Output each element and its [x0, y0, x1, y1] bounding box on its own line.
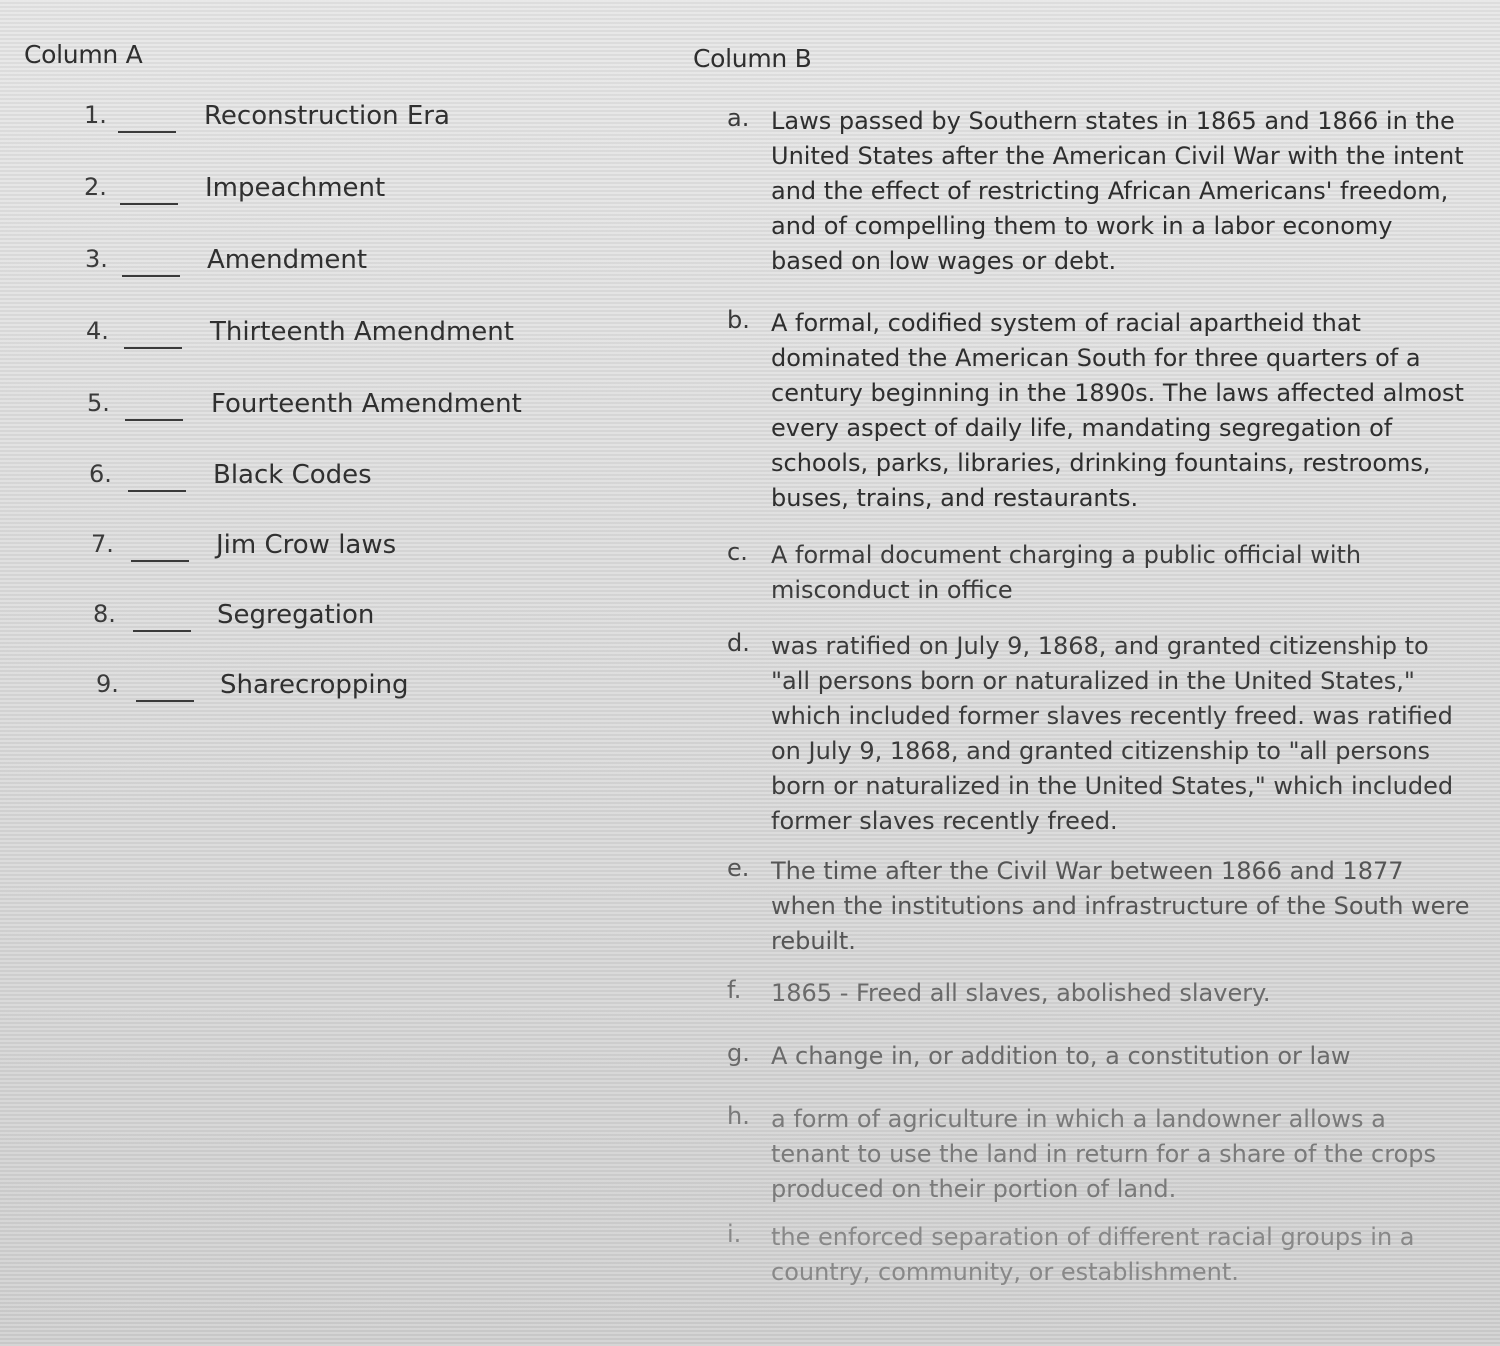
item-number: 4. [86, 317, 109, 345]
item-term: Reconstruction Era [204, 101, 450, 131]
item-definition: A formal document charging a public official with misconduct in office [771, 541, 1362, 604]
item-term: Thirteenth Amendment [210, 317, 514, 347]
column-a-item [84, 101, 564, 161]
item-number: 7. [91, 530, 114, 558]
item-number: 1. [84, 101, 107, 129]
item-term: Fourteenth Amendment [211, 389, 522, 419]
item-term: Black Codes [213, 460, 372, 490]
column-a-heading: Column A [24, 40, 143, 69]
item-definition: the enforced separation of different racial groups in a country, community, or establishment. [771, 1223, 1415, 1286]
item-letter: d. [727, 629, 750, 657]
column-b-heading: Column B [693, 44, 812, 73]
answer-blank[interactable] [136, 700, 194, 702]
column-a-item [84, 173, 564, 233]
column-a-item [87, 389, 567, 449]
item-definition: a form of agriculture in which a landowner allows a tenant to use the land in return for a share of the crops produced on their portion of land. [771, 1105, 1437, 1203]
item-letter: h. [727, 1102, 750, 1130]
item-letter: i. [727, 1220, 742, 1248]
item-number: 6. [89, 460, 112, 488]
answer-blank[interactable] [124, 347, 182, 349]
item-letter: g. [727, 1039, 750, 1067]
item-definition: A formal, codified system of racial apartheid that dominated the American South for three quarters of a century beginning in the 1890s. The laws affected almost every aspect of daily life, mandating segregation of schools, parks, libraries, drinking fountains, restrooms, buses, trains, and restaurants. [771, 309, 1464, 512]
item-term: Amendment [207, 245, 368, 275]
item-number: 2. [84, 173, 107, 201]
item-term: Impeachment [205, 173, 386, 203]
answer-blank[interactable] [131, 560, 189, 562]
answer-blank[interactable] [128, 490, 186, 492]
item-definition: Laws passed by Southern states in 1865 and 1866 in the United States after the American Civil War with the intent and the effect of restricting African Americans' freedom, and of compelling them to work in a labor economy based on low wages or debt. [771, 107, 1464, 275]
column-a-item [85, 245, 565, 305]
item-term: Jim Crow laws [216, 530, 397, 560]
column-a-item [86, 317, 566, 377]
answer-blank[interactable] [118, 131, 176, 133]
column-a-item [93, 600, 573, 660]
item-letter: b. [727, 306, 750, 334]
item-number: 8. [93, 600, 116, 628]
item-definition: The time after the Civil War between 1866 and 1877 when the institutions and infrastructure of the South were rebuilt. [771, 857, 1470, 955]
item-letter: a. [727, 104, 750, 132]
column-a-item [89, 460, 569, 520]
item-definition: was ratified on July 9, 1868, and granted citizenship to "all persons born or naturalized in the United States," which included former slaves recently freed. was ratified on July 9, 1868, and granted citizenship to "all persons born or naturalized in the United States," which included former slaves recently freed. [771, 632, 1454, 835]
item-letter: f. [727, 976, 742, 1004]
item-number: 3. [85, 245, 108, 273]
item-number: 5. [87, 389, 110, 417]
item-letter: c. [727, 538, 748, 566]
answer-blank[interactable] [122, 275, 180, 277]
item-term: Segregation [217, 600, 375, 630]
item-letter: e. [727, 854, 750, 882]
item-definition: A change in, or addition to, a constitution or law [771, 1042, 1351, 1070]
item-definition: 1865 - Freed all slaves, abolished slavery. [771, 979, 1271, 1007]
answer-blank[interactable] [120, 203, 178, 205]
column-a-item [91, 530, 571, 590]
answer-blank[interactable] [133, 630, 191, 632]
answer-blank[interactable] [125, 419, 183, 421]
item-term: Sharecropping [220, 670, 409, 700]
item-number: 9. [96, 670, 119, 698]
column-a-item [96, 670, 576, 730]
